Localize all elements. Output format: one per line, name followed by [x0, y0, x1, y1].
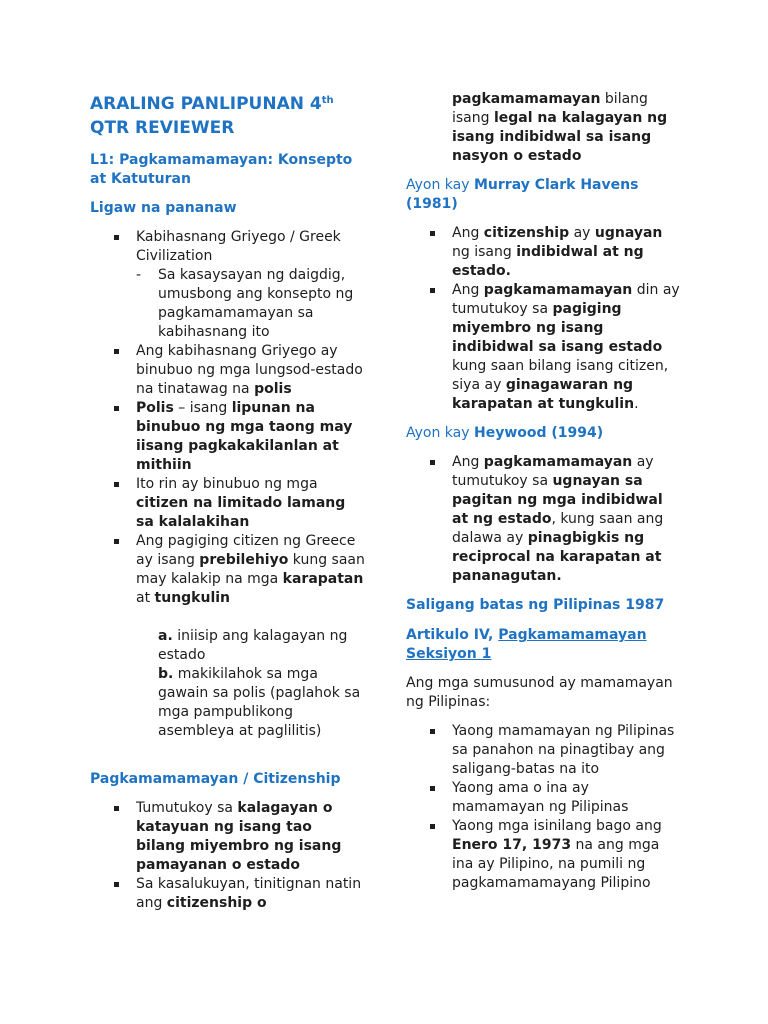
item-a: a. iniisip ang kalagayan ng estado — [158, 628, 348, 663]
citizenship-heading: Pagkamamamayan / Citizenship — [90, 771, 341, 787]
sumusunod-paragraph: Ang mga sumusunod ay mamamayan ng Pilipinas: — [406, 675, 673, 710]
havens-heading: Ayon kay Murray Clark Havens (1981) — [406, 177, 639, 212]
list-item: Ang pagkamamamayan ay tumutukoy sa ugnayan sa pagitan ng mga indibidwal at ng estado, kung saan ang dalawa ay pinagbigkis ng reciprocal na karapatan at pananagutan. — [406, 453, 696, 586]
mamamayan-list — [406, 722, 696, 893]
lesson-heading: L1: Pagkamamamayan: Konsepto at Katuturan — [90, 152, 353, 187]
artikulo-link[interactable]: Pagkamamamayan — [498, 627, 647, 643]
item-b: b. makikilahok sa mga gawain sa polis (paglahok sa mga pampublikong asembleya at paglilitis) — [158, 666, 361, 739]
list-item: Sa kasalukuyan, tinitignan natin ang citizenship o — [90, 875, 375, 913]
list-item: Ito rin ay binubuo ng mga citizen na limitado lamang sa kalalakihan — [90, 475, 375, 532]
sub-list — [136, 266, 375, 342]
list-item: Ang pagkamamamayan din ay tumutukoy sa pagiging miyembro ng isang indibidwal sa isang estado kung saan bilang isang citizen, siya ay ginagawaran ng karapatan at tungkulin. — [406, 281, 696, 414]
list-item: Yaong mga isinilang bago ang Enero 17, 1973 na ang mga ina ay Pilipino, na pumili ng pagkamamamayang Pilipino — [406, 817, 696, 893]
continued-paragraph: pagkamamamayan bilang isang legal na kalagayan ng isang indibidwal sa isang nasyon o estado — [452, 91, 668, 164]
ab-list — [90, 627, 375, 741]
saligang-heading: Saligang batas ng Pilipinas 1987 — [406, 597, 665, 613]
havens-list — [406, 224, 696, 414]
citizenship-list — [90, 799, 375, 913]
list-item: Ang kabihasnang Griyego ay binubuo ng mga lungsod-estado na tinatawag na polis — [90, 342, 375, 399]
artikulo-heading: Artikulo IV, Pagkamamamayan Seksiyon 1 — [406, 627, 647, 662]
list-item: Ang pagiging citizen ng Greece ay isang prebilehiyo kung saan may kalakip na mga karapatan at tungkulin — [90, 532, 375, 608]
list-item: - Sa kasaysayan ng daigdig, umusbong ang konsepto ng pagkamamamayan sa kabihasnang ito — [136, 266, 375, 342]
list-item: Tumutukoy sa kalagayan o katayuan ng isang tao bilang miyembro ng isang pamayanan o estado — [90, 799, 375, 875]
heywood-list — [406, 453, 696, 586]
seksiyon-link[interactable]: Seksiyon 1 — [406, 646, 492, 662]
right-column — [406, 90, 696, 893]
left-column — [90, 92, 375, 913]
document-title: ARALING PANLIPUNAN 4th QTR REVIEWER — [90, 94, 334, 138]
list-item: Yaong ama o ina ay mamamayan ng Pilipinas — [406, 779, 696, 817]
ligaw-heading: Ligaw na pananaw — [90, 200, 237, 216]
list-item: Yaong mamamayan ng Pilipinas sa panahon na pinagtibay ang saligang-batas na ito — [406, 722, 696, 779]
ligaw-list — [90, 228, 375, 608]
list-item: Polis – isang lipunan na binubuo ng mga taong may iisang pagkakakilanlan at mithiin — [90, 399, 375, 475]
heywood-heading: Ayon kay Heywood (1994) — [406, 425, 604, 441]
list-item: Kabihasnang Griyego / Greek Civilization - Sa kasaysayan ng daigdig, umusbong ang konsepto ng pagkamamamayan sa kabihasnang ito — [90, 228, 375, 342]
list-item: Ang citizenship ay ugnayan ng isang indibidwal at ng estado. — [406, 224, 696, 281]
